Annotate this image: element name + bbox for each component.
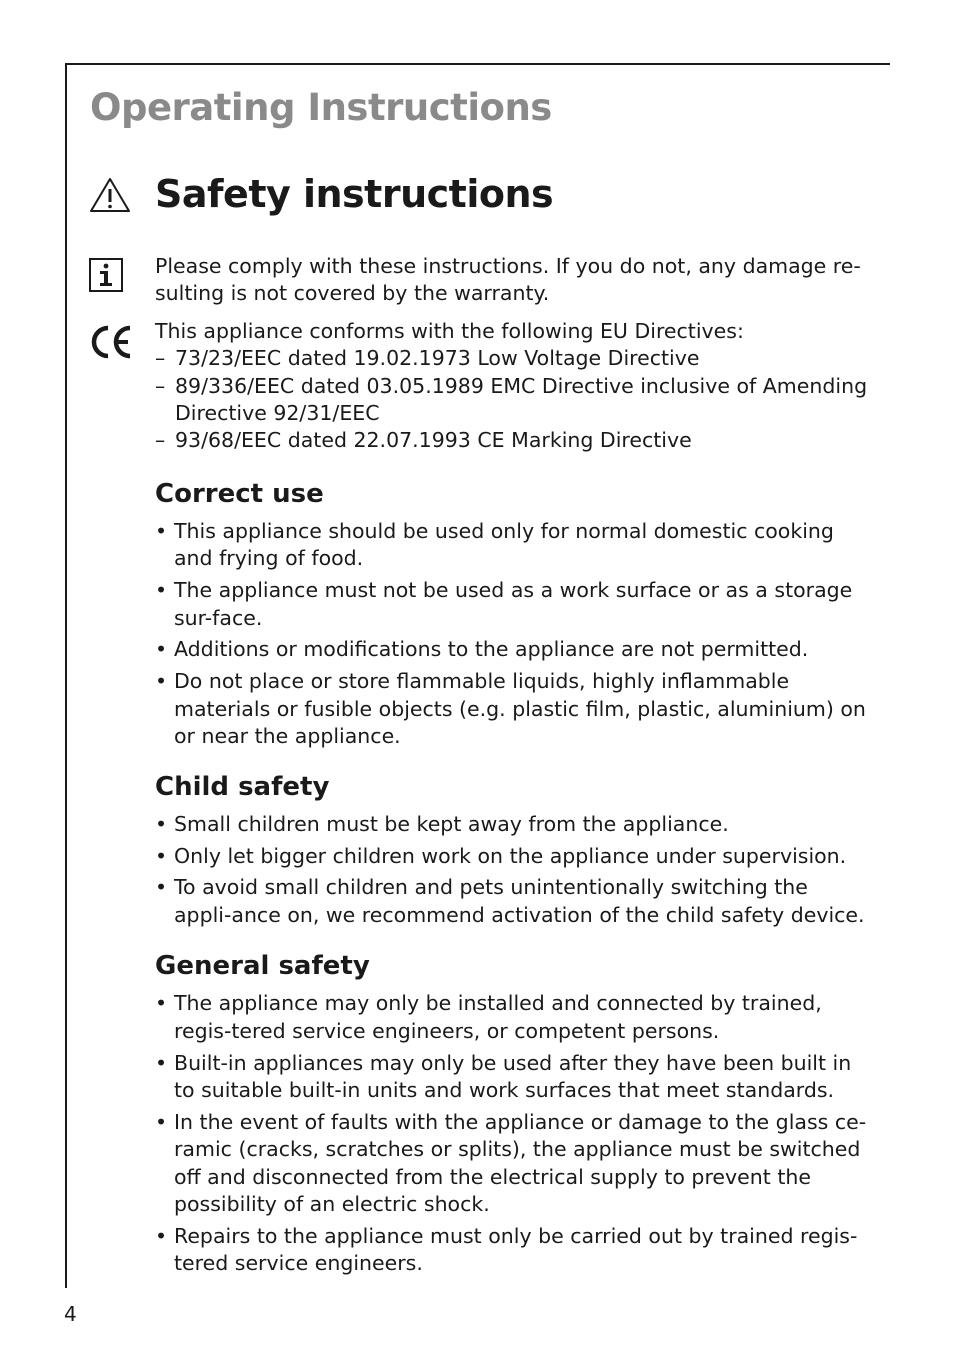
list-item: • This appliance should be used only for normal domestic cooking and frying of food.: [155, 518, 870, 573]
list-item: • To avoid small children and pets unintentionally switching the appli-ance on, we recommend activation of the child safety device.: [155, 874, 870, 929]
page-number: 4: [64, 1302, 77, 1326]
list-item: • In the event of faults with the appliance or damage to the glass ce-ramic (cracks, scratches or splits), the appliance must be switched off and disconnected from the electrical supply to prevent the possibility of an electric shock.: [155, 1109, 870, 1219]
general-safety-heading: General safety: [155, 951, 370, 982]
section-title: Safety instructions: [155, 172, 554, 216]
directives-intro: This appliance conforms with the following EU Directives:: [155, 318, 744, 343]
list-item: • Small children must be kept away from the appliance.: [155, 811, 870, 838]
list-item: • Additions or modifications to the appliance are not permitted.: [155, 636, 870, 663]
child-safety-list: [155, 811, 870, 930]
ce-mark-icon: [88, 322, 134, 362]
general-safety-list: [155, 990, 870, 1278]
frame-left-rule: [65, 63, 67, 1288]
child-safety-heading: Child safety: [155, 771, 330, 802]
list-item: • Only let bigger children work on the appliance under supervision.: [155, 843, 870, 870]
list-item: • Repairs to the appliance must only be carried out by trained regis-tered service engineers.: [155, 1223, 870, 1278]
directive-item: – 73/23/EEC dated 19.02.1973 Low Voltage Directive: [155, 345, 870, 372]
frame-top-rule: [65, 63, 890, 65]
directive-item: – 89/336/EEC dated 03.05.1989 EMC Directive inclusive of Amending Directive 92/31/EEC: [155, 373, 870, 428]
list-item: • The appliance may only be installed and connected by trained, regis-tered service engineers, or competent persons.: [155, 990, 870, 1045]
correct-use-list: [155, 518, 870, 751]
main-content: [155, 253, 870, 1282]
directive-item: – 93/68/EEC dated 22.07.1993 CE Marking Directive: [155, 427, 870, 454]
list-item: • Do not place or store flammable liquids, highly inflammable materials or fusible objects (e.g. plastic film, plastic, aluminium) on or near the appliance.: [155, 668, 870, 750]
warning-triangle-icon: [88, 176, 132, 214]
document-title: Operating Instructions: [90, 86, 552, 129]
info-icon: [88, 257, 126, 293]
list-item: • The appliance must not be used as a work surface or as a storage sur-face.: [155, 577, 870, 632]
warranty-notice: Please comply with these instructions. If you do not, any damage re-sulting is not covered by the warranty.: [155, 254, 861, 306]
directives-list: [155, 345, 870, 455]
correct-use-heading: Correct use: [155, 478, 324, 509]
list-item: • Built-in appliances may only be used after they have been built in to suitable built-in units and work surfaces that meet standards.: [155, 1050, 870, 1105]
